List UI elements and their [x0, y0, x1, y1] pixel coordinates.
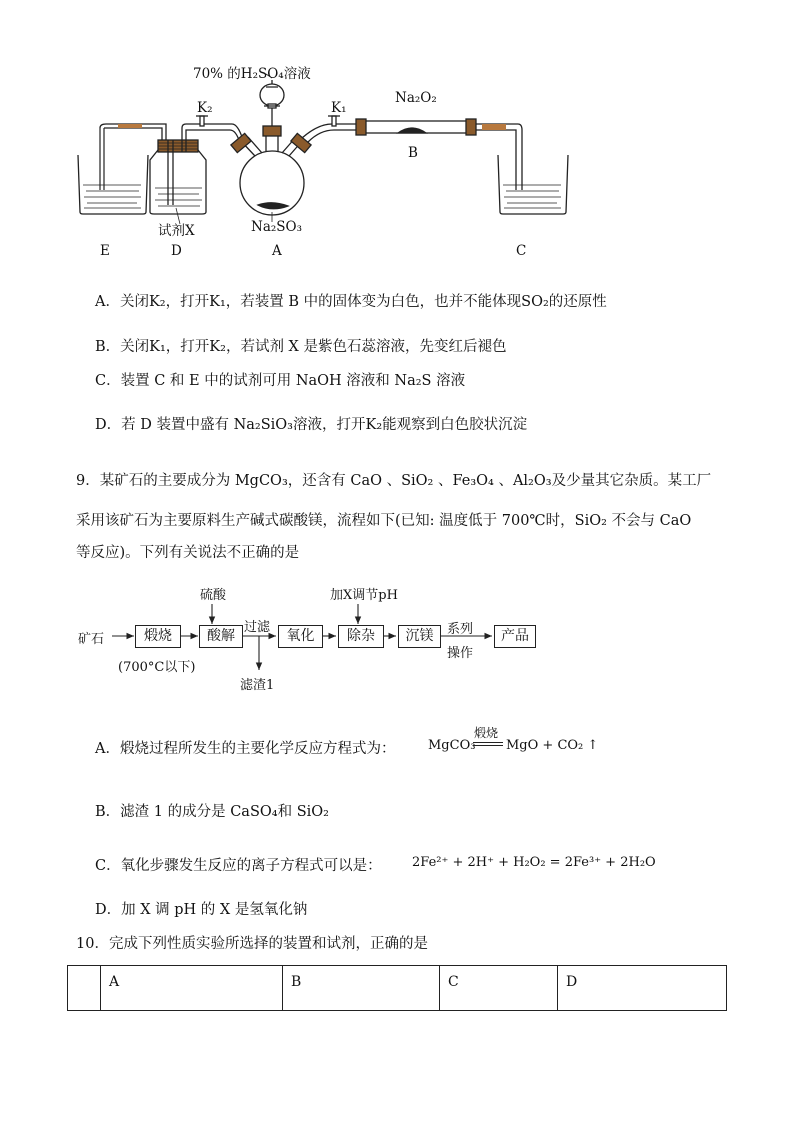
label-e: E [100, 243, 110, 259]
q9-option-c: C．氧化步骤发生反应的离子方程式可以是： [95, 858, 382, 874]
table-cell [68, 966, 101, 1011]
q10-table [67, 965, 727, 1011]
q10-stem: 10．完成下列性质实验所选择的装置和试剂，正确的是 [76, 936, 428, 952]
q9-stem-1: 9．某矿石的主要成分为 MgCO₃，还含有 CaO 、SiO₂ 、Fe₃O₄ 、Al₂O₃及少量其它杂质。某工厂 [76, 473, 712, 489]
table-row [68, 966, 727, 1011]
k2-label: K₂ [197, 100, 213, 116]
flow-step-precipitate: 沉镁 [398, 625, 441, 648]
flow-residue: 滤渣1 [240, 678, 275, 693]
flow-step-acidolysis: 酸解 [199, 625, 243, 648]
flow-series-1: 系列 [447, 622, 474, 637]
flow-start: 矿石 [78, 632, 105, 647]
q9-option-d: D．加 X 调 pH 的 X 是氢氧化钠 [95, 902, 308, 918]
flow-step-remove: 除杂 [338, 625, 384, 648]
apparatus-diagram [0, 0, 794, 270]
flow-add-x: 加X调节pH [330, 588, 398, 603]
flow-step-oxidize: 氧化 [278, 625, 323, 648]
bottle-d [150, 150, 206, 214]
beaker-c [498, 155, 568, 214]
tube-b-label: B [408, 145, 418, 161]
flow-step-calcine-note: (700°C以下) [118, 660, 196, 675]
flow-step-calcine: 煅烧 [135, 625, 181, 648]
q8-option-d: D．若 D 装置中盛有 Na₂SiO₃溶液，打开K₂能观察到白色胶状沉淀 [95, 417, 528, 433]
table-cell: B [283, 966, 440, 1011]
q8-option-c: C．装置 C 和 E 中的试剂可用 NaOH 溶液和 Na₂S 溶液 [95, 373, 466, 389]
flow-product: 产品 [494, 625, 536, 648]
reagent-x-label: 试剂X [158, 223, 195, 239]
table-cell: D [558, 966, 727, 1011]
q9-option-a: A．煅烧过程所发生的主要化学反应方程式为： [95, 741, 396, 757]
q9-option-a-condition: 煅烧 [474, 726, 499, 740]
q8-option-a: A．关闭K₂，打开K₁，若装置 B 中的固体变为白色，也并不能体现SO₂的还原性 [95, 294, 607, 310]
q9-option-b: B．滤渣 1 的成分是 CaSO₄和 SiO₂ [95, 804, 329, 820]
label-d: D [171, 243, 182, 259]
q9-option-a-lhs: MgCO₃ [428, 738, 476, 753]
flow-filter: 过滤 [244, 620, 271, 635]
q9-stem-2: 采用该矿石为主要原料生产碱式碳酸镁，流程如下(已知: 温度低于 700℃时，SiO₂ 不会与 CaO [76, 513, 692, 529]
q9-stem-3: 等反应)。下列有关说法不正确的是 [76, 545, 300, 561]
na2so3-label: Na₂SO₃ [251, 219, 303, 235]
flow-series-2: 操作 [447, 646, 474, 661]
table-cell: A [101, 966, 283, 1011]
k1-label: K₁ [331, 100, 347, 116]
q9-option-a-rhs: MgO + CO₂ ↑ [506, 738, 599, 753]
reaction-arrow-line [473, 742, 503, 746]
reagent-top-label: 70% 的H₂SO₄溶液 [193, 66, 311, 82]
q9-option-c-equation: 2Fe²⁺ + 2H⁺ + H₂O₂ = 2Fe³⁺ + 2H₂O [412, 855, 656, 870]
label-c: C [516, 243, 527, 259]
flow-acid: 硫酸 [200, 588, 227, 603]
beaker-e [78, 155, 148, 214]
label-a: A [272, 243, 282, 259]
q8-option-b: B．关闭K₁，打开K₂，若试剂 X 是紫色石蕊溶液，先变红后褪色 [95, 339, 507, 355]
table-cell: C [440, 966, 558, 1011]
na2o2-label: Na₂O₂ [395, 90, 437, 106]
